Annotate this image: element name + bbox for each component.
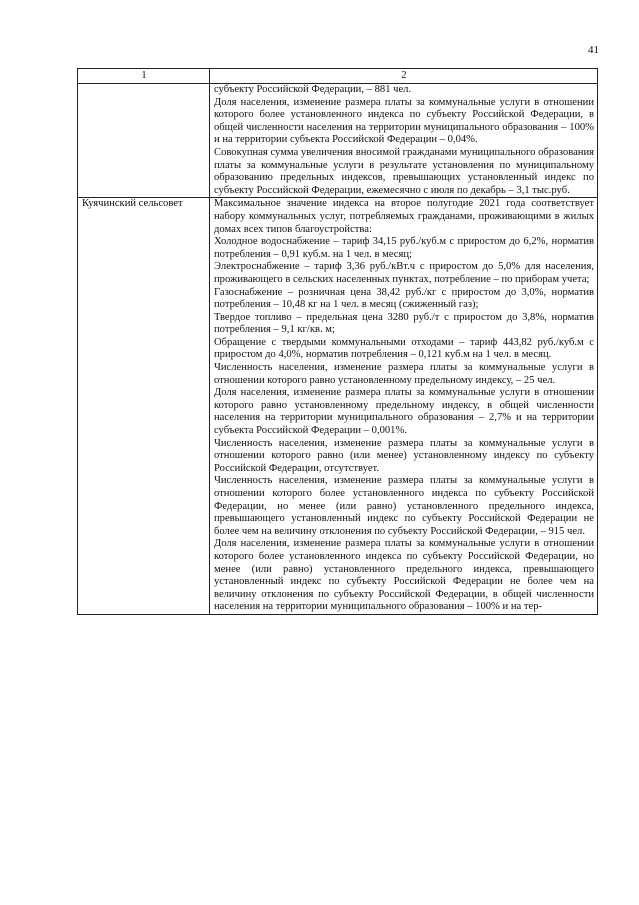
- paragraph: Численность населения, изменение размера платы за коммунальные услуги в отношении которого более установленного индекса по субъекту Российской Федерации, но менее (или равно) установленного предельного индекса, превышающего установленный индекс по субъекту Российской Федерации не более чем на величину отклонения по субъекту Российской Федерации, – 915 чел.: [214, 475, 594, 537]
- paragraph: субъекту Российской Федерации, – 881 чел.: [214, 84, 412, 95]
- paragraph: Холодное водоснабжение – тариф 34,15 руб./куб.м с приростом до 6,2%, норматив потребления – 0,91 куб.м. на 1 чел. в месяц;: [214, 236, 594, 260]
- column-header-1: 1: [78, 69, 210, 84]
- table-header-row: [78, 69, 598, 84]
- paragraph: Численность населения, изменение размера платы за коммунальные услуги в отношении которого равно установленному предельному индексу, – 25 чел.: [214, 362, 594, 386]
- paragraph: Численность населения, изменение размера платы за коммунальные услуги в отношении которого равно (или менее) установленному индексу по субъекту Российской Федерации, отсутствует.: [214, 437, 594, 474]
- paragraph: Обращение с твердыми коммунальными отходами – тариф 443,82 руб./куб.м с приростом до 4,0%, норматив потребления – 0,121 куб.м на 1 чел. в месяц.: [214, 336, 594, 361]
- region-cell: [78, 84, 210, 198]
- content-cell: [210, 84, 598, 198]
- paragraph: Совокупная сумма увеличения вносимой гражданами муниципального образования платы за коммунальные услуги в результате установления по муниципальному образованию предельных индексов, превышающих установленный индекс по субъекту Российской Федерации, ежемесячно с июля по декабрь – 3,1 тыс.руб.: [214, 146, 594, 196]
- paragraph: Максимальное значение индекса на второе полугодие 2021 года соответствует набору коммунальных услуг, потребляемых гражданами, проживающими в жилых домах всех типов благоустройства:: [214, 198, 594, 235]
- paragraph: Твердое топливо – предельная цена 3280 руб./т с приростом до 3,8%, норматив потребления – 9,1 кг/кв. м;: [214, 311, 594, 336]
- page-number: 41: [588, 44, 599, 56]
- paragraph: Электроснабжение – тариф 3,36 руб./кВт.ч с приростом до 5,0% для населения, проживающего в сельских населенных пунктах, потребление – по приборам учета;: [214, 261, 594, 285]
- content-cell: [210, 198, 598, 615]
- paragraph: Газоснабжение – розничная цена 38,42 руб./кг с приростом до 3,0%, норматив потребления – 10,48 кг на 1 чел. в месяц (сжиженный газ);: [214, 286, 594, 311]
- paragraph: Доля населения, изменение размера платы за коммунальные услуги в отношении которого более установленного индекса по субъекту Российской Федерации, в общей численности населения на территории муниципального образования – 100% и на территории субъекта Российской Федерации – 0,04%.: [214, 96, 594, 146]
- region-cell: Куячинский сельсовет: [78, 198, 210, 615]
- column-header-2: 2: [210, 69, 598, 84]
- paragraph: Доля населения, изменение размера платы за коммунальные услуги в отношении которого более установленного индекса по субъекту Российской Федерации, но менее (или равно) установленного предельного индекса, превышающего установленный индекс по субъекту Российской Федерации не более чем на величину отклонения по субъекту Российской Федерации, в общей численности населения на территории муниципального образования – 100% и на тер-: [214, 538, 594, 613]
- table-row: [78, 84, 598, 198]
- table-row: [78, 198, 598, 615]
- paragraph: Доля населения, изменение размера платы за коммунальные услуги в отношении которого равно установленному предельному индексу, в общей численности населения на территории муниципального образования – 2,7% и на территории субъекта Российской Федерации – 0,001%.: [214, 387, 594, 437]
- document-table: [77, 68, 598, 615]
